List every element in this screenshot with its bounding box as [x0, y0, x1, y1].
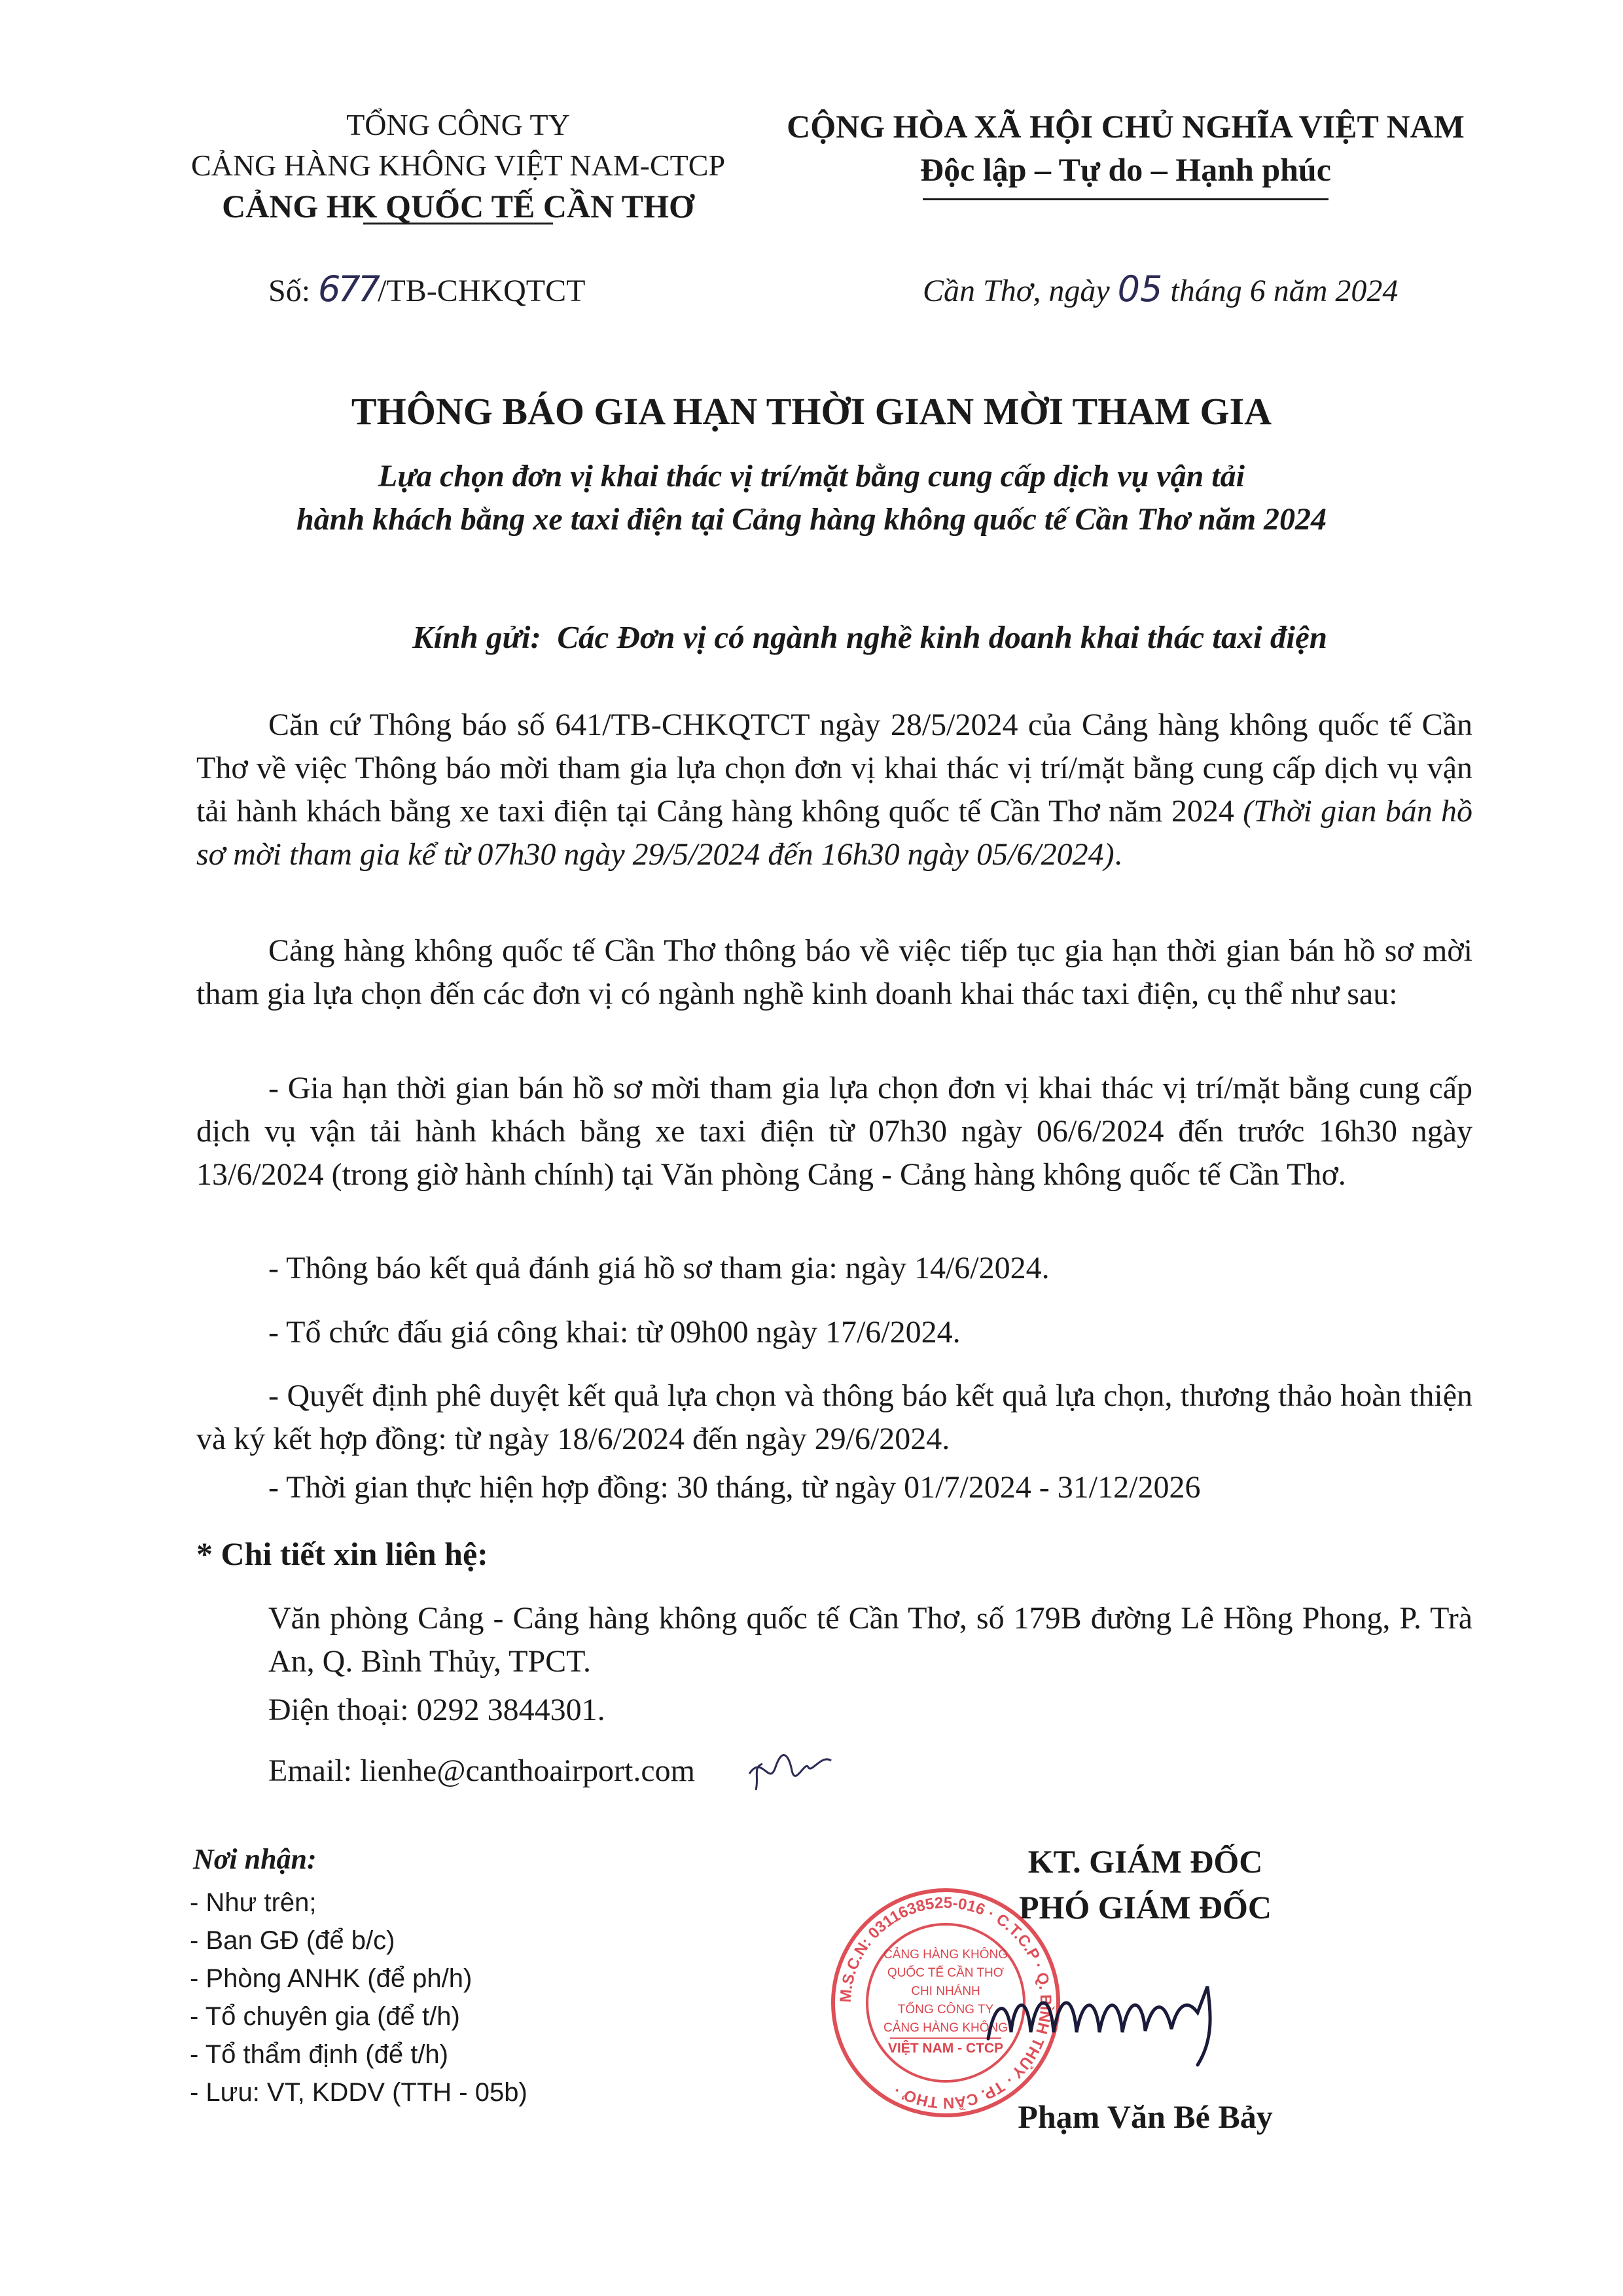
paragraph-1-end: . [1114, 837, 1122, 872]
seal-ring-text: M.S.C.N: 0311638525-016 · C.T.C.P · Q. BÌNH THỦY · TP. CẦN THƠ · [836, 1893, 1055, 2112]
date-prefix: Cần Thơ, ngày [923, 274, 1118, 308]
svg-text:CHI NHÁNH: CHI NHÁNH [911, 1984, 980, 1998]
receivers-heading: Nơi nhận: [193, 1843, 317, 1875]
svg-text:VIỆT NAM - CTCP: VIỆT NAM - CTCP [887, 2041, 1004, 2056]
list-item: - Tổ chức đấu giá công khai: từ 09h00 ngày 17/6/2024. [268, 1315, 961, 1350]
doc-number-suffix: /TB-CHKQTCT [378, 274, 586, 308]
document-date [923, 268, 1398, 310]
motto-underline [923, 198, 1329, 200]
paragraph-1-text: Căn cứ Thông báo số 641/TB-CHKQTCT ngày 28/5/2024 của Cảng hàng không quốc tế Cần Thơ về việc Thông báo mời tham gia lựa chọn đơn vị khai thác vị trí/mặt bằng cung cấp dịch vụ vận tải hành khách bằng xe taxi điện tại Cảng hàng không quốc tế Cần Thơ năm 2024 [196, 708, 1472, 829]
signer-title-1: KT. GIÁM ĐỐC [1027, 1843, 1263, 1880]
recipient-label: Kính gửi: [412, 619, 541, 655]
country-name: CỘNG HÒA XÃ HỘI CHỦ NGHĨA VIỆT NAM [787, 108, 1465, 145]
paragraph-1-italic: (Thời gian bán hồ sơ mời tham gia kể từ 07h30 ngày 29/5/2024 đến 16h30 ngày 05/6/2024) [196, 794, 1473, 872]
contact-heading: * Chi tiết xin liên hệ: [196, 1535, 488, 1572]
list-item: - Quyết định phê duyệt kết quả lựa chọn và thông báo kết quả lựa chọn, thương thảo hoàn thiện và ký kết hợp đồng: từ ngày 18/6/2024 đến ngày 29/6/2024. [196, 1378, 1472, 1456]
svg-text:TỔNG CÔNG TY: TỔNG CÔNG TY [897, 2003, 994, 2017]
paragraph-1 [196, 704, 1472, 876]
receiver-item: - Lưu: VT, KDDV (TTH - 05b) [190, 2078, 527, 2107]
receiver-item: - Ban GĐ (để b/c) [190, 1926, 395, 1955]
date-suffix: tháng 6 năm 2024 [1162, 274, 1399, 308]
recipient-value: Các Đơn vị có ngành nghề kinh doanh khai thác taxi điện [557, 619, 1328, 655]
issuer-line-2: CẢNG HÀNG KHÔNG VIỆT NAM-CTCP [190, 149, 726, 182]
subtitle-line-2: hành khách bằng xe taxi điện tại Cảng hàng không quốc tế Cần Thơ năm 2024 [296, 502, 1327, 537]
list-item: - Thời gian thực hiện hợp đồng: 30 tháng, từ ngày 01/7/2024 - 31/12/2026 [268, 1470, 1201, 1505]
svg-text:QUỐC TẾ CẦN THƠ: QUỐC TẾ CẦN THƠ [887, 1966, 1005, 1980]
issuer-line-1: TỔNG CÔNG TY [346, 108, 570, 141]
list-item: - Thông báo kết quả đánh giá hồ sơ tham gia: ngày 14/6/2024. [268, 1251, 1050, 1285]
issuer-underline [363, 223, 553, 224]
signer-name: Phạm Văn Bé Bảy [1018, 2098, 1273, 2135]
handwritten-signature [982, 1973, 1257, 2072]
paragraph-2: Cảng hàng không quốc tế Cần Thơ thông báo về việc tiếp tục gia hạn thời gian bán hồ sơ mời tham gia lựa chọn đến các đơn vị có ngành nghề kinh doanh khai thác taxi điện, cụ thể như sau: [196, 933, 1472, 1011]
svg-text:CẢNG HÀNG KHÔNG: CẢNG HÀNG KHÔNG [883, 1948, 1008, 1962]
doc-number-handwritten: 677 [318, 268, 378, 310]
receiver-item: - Phòng ANHK (để ph/h) [190, 1964, 473, 1993]
motto: Độc lập – Tự do – Hạnh phúc [920, 151, 1331, 188]
recipient-line [412, 619, 1327, 656]
document-title: THÔNG BÁO GIA HẠN THỜI GIAN MỜI THAM GIA [351, 390, 1272, 433]
date-day-handwritten: 05 [1117, 268, 1163, 310]
contact-address: Văn phòng Cảng - Cảng hàng không quốc tế Cần Thơ, số 179B đường Lê Hồng Phong, P. Trà An, Q. Bình Thủy, TPCT. [268, 1601, 1472, 1679]
document-subtitle [131, 455, 1492, 541]
contact-email: Email: lienhe@canthoairport.com [268, 1753, 695, 1788]
initials-signature [743, 1741, 841, 1793]
receiver-item: - Tổ thẩm định (để t/h) [190, 2040, 448, 2069]
document-number [268, 268, 585, 310]
issuer-line-3: CẢNG HK QUỐC TẾ CẦN THƠ [222, 188, 694, 224]
signer-title-2: PHÓ GIÁM ĐỐC [1018, 1889, 1272, 1926]
receiver-item: - Như trên; [190, 1888, 317, 1917]
doc-number-prefix: Số: [268, 274, 319, 308]
national-header [753, 105, 1499, 191]
receivers-list [190, 1884, 527, 2111]
svg-text:CẢNG HÀNG KHÔNG: CẢNG HÀNG KHÔNG [883, 2021, 1008, 2035]
receiver-item: - Tổ chuyên gia (để t/h) [190, 2002, 460, 2031]
issuer-block [131, 105, 785, 226]
contact-phone: Điện thoại: 0292 3844301. [268, 1693, 605, 1727]
subtitle-line-1: Lựa chọn đơn vị khai thác vị trí/mặt bằng cung cấp dịch vụ vận tải [378, 459, 1245, 493]
list-item: - Gia hạn thời gian bán hồ sơ mời tham gia lựa chọn đơn vị khai thác vị trí/mặt bằng cung cấp dịch vụ vận tải hành khách bằng xe taxi điện từ 07h30 ngày 06/6/2024 đến trước 16h30 ngày 13/6/2024 (trong giờ hành chính) tại Văn phòng Cảng - Cảng hàng không quốc tế Cần Thơ. [196, 1071, 1472, 1192]
